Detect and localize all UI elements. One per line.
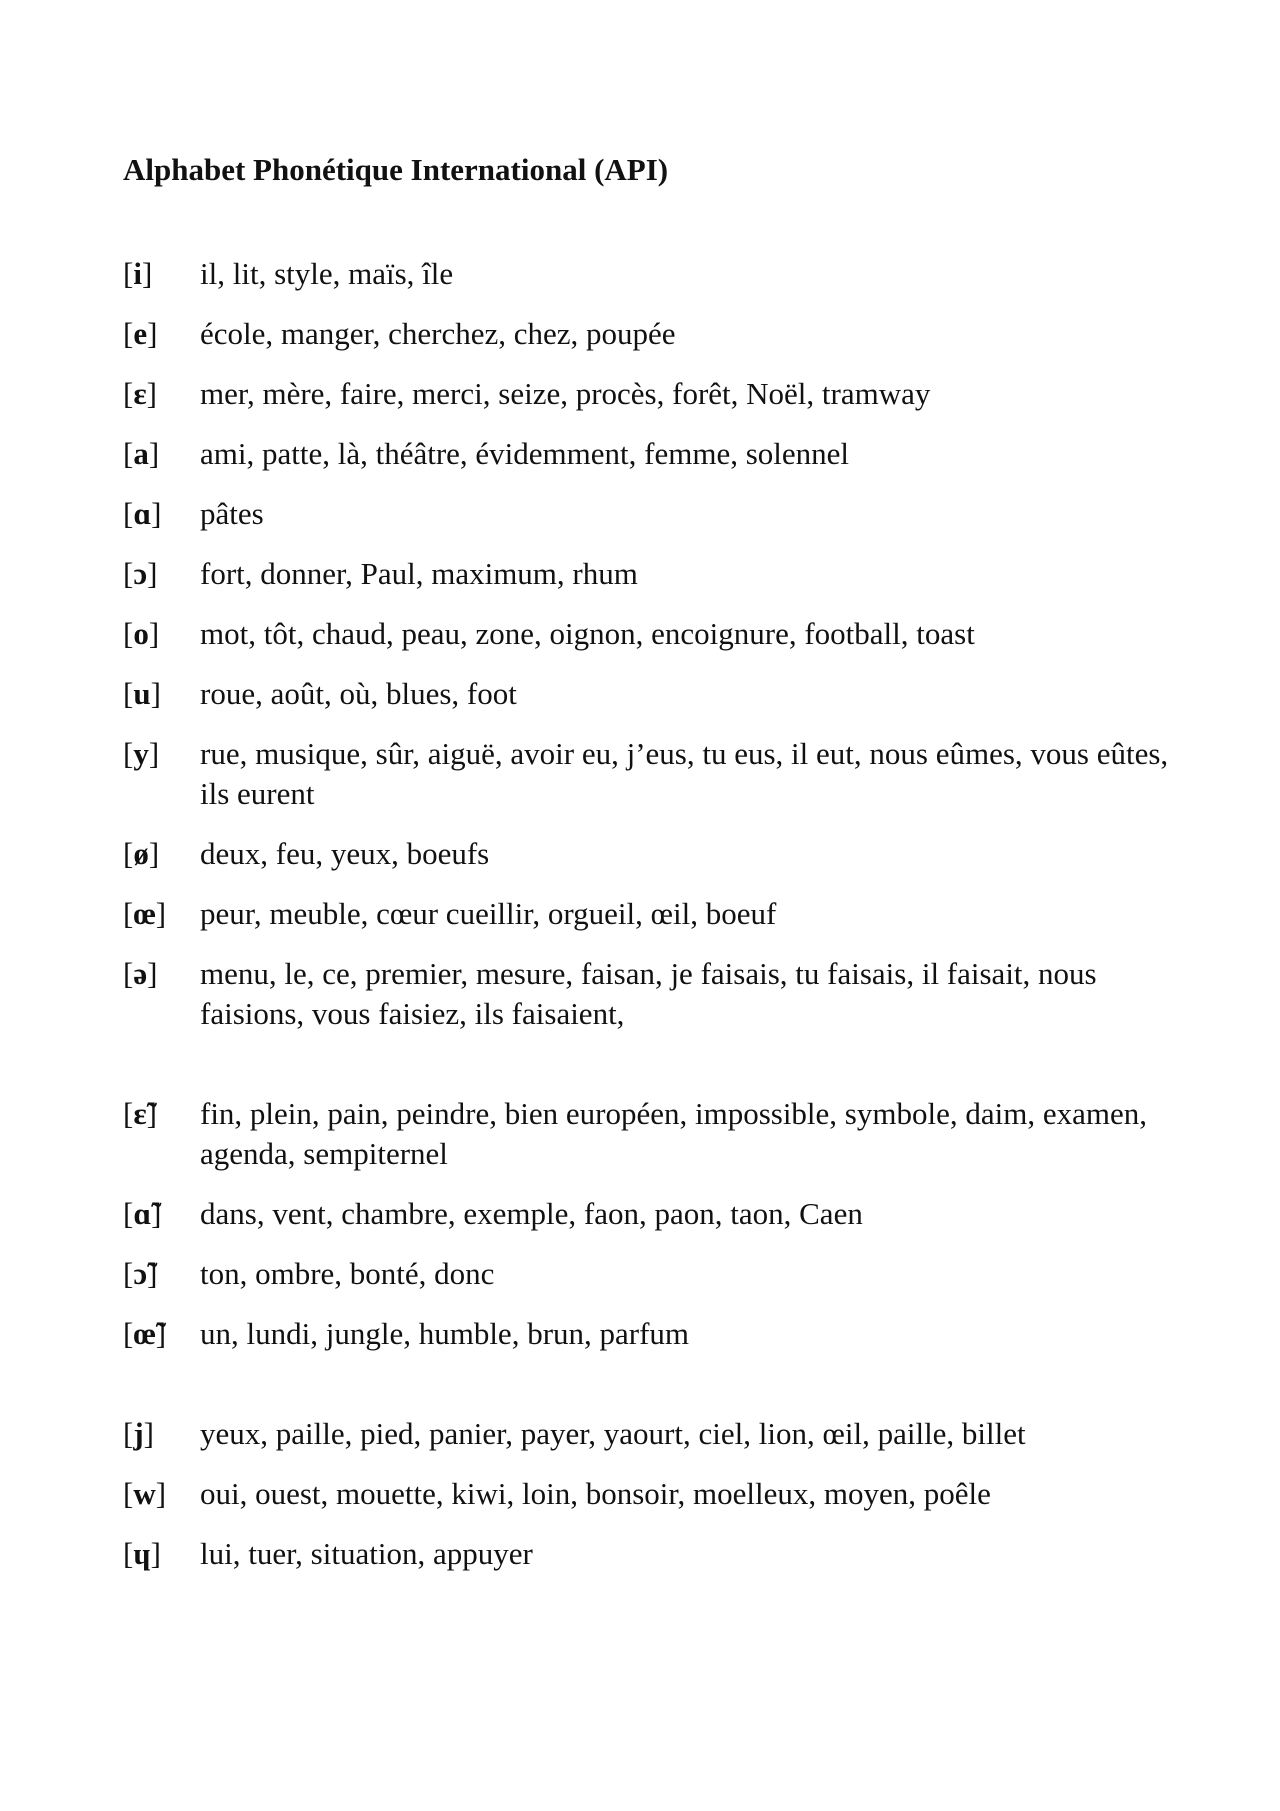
phoneme-symbol: [ɑ] <box>123 496 162 531</box>
example-words: rue, musique, sûr, aiguë, avoir eu, j’eus, tu eus, il eut, nous eûmes, vous eûtes, ils eurent <box>200 736 1169 811</box>
phoneme-symbol: [œ] <box>123 896 167 931</box>
example-words: yeux, paille, pied, panier, payer, yaourt, ciel, lion, œil, paille, billet <box>200 1416 1026 1451</box>
example-words: pâtes <box>200 496 264 531</box>
phoneme-entry-i <box>123 254 1183 294</box>
example-words: deux, feu, yeux, boeufs <box>200 836 490 871</box>
example-words: fin, plein, pain, peindre, bien européen, impossible, symbole, daim, examen, agenda, sempiternel <box>200 1096 1147 1171</box>
example-words: oui, ouest, mouette, kiwi, loin, bonsoir, moelleux, moyen, poêle <box>200 1476 991 1511</box>
phoneme-entry-schwa <box>123 954 1183 1034</box>
example-words: dans, vent, chambre, exemple, faon, paon, taon, Caen <box>200 1196 863 1231</box>
phoneme-symbol: [u] <box>123 676 161 711</box>
phoneme-symbol: [ə] <box>123 956 158 991</box>
phoneme-symbol: [ɥ] <box>123 1536 161 1571</box>
example-words: peur, meuble, cœur cueillir, orgueil, œil, boeuf <box>200 896 777 931</box>
phoneme-entry-e <box>123 314 1183 354</box>
phoneme-symbol: [ɛ] <box>123 376 157 411</box>
phoneme-entry-y <box>123 734 1183 814</box>
example-words: un, lundi, jungle, humble, brun, parfum <box>200 1316 690 1351</box>
phoneme-symbol: [j] <box>123 1416 154 1451</box>
phoneme-entry-turned-h <box>123 1534 1183 1574</box>
phoneme-symbol: [y] <box>123 736 160 771</box>
example-words: mer, mère, faire, merci, seize, procès, forêt, Noël, tramway <box>200 376 931 411</box>
example-words: mot, tôt, chaud, peau, zone, oignon, encoignure, football, toast <box>200 616 975 651</box>
example-words: menu, le, ce, premier, mesure, faisan, je faisais, tu faisais, il faisait, nous faisions, vous faisiez, ils faisaient, <box>200 956 1097 1031</box>
example-words: roue, août, où, blues, foot <box>200 676 517 711</box>
phoneme-symbol: [ɔ̃] <box>123 1256 158 1291</box>
phoneme-symbol: [i] <box>123 256 153 291</box>
document-page <box>123 150 1183 1594</box>
example-words: ami, patte, là, théâtre, évidemment, femme, solennel <box>200 436 850 471</box>
phoneme-entry-nasal-o <box>123 1254 1183 1294</box>
phoneme-entry-open-e <box>123 374 1183 414</box>
phoneme-symbol: [ɑ̃] <box>123 1196 162 1231</box>
example-words: école, manger, cherchez, chez, poupée <box>200 316 676 351</box>
phoneme-entry-nasal-a <box>123 1194 1183 1234</box>
phoneme-symbol: [ø] <box>123 836 160 871</box>
example-words: ton, ombre, bonté, donc <box>200 1256 495 1291</box>
phoneme-symbol: [o] <box>123 616 160 651</box>
phoneme-symbol: [ɔ] <box>123 556 158 591</box>
phoneme-entry-nasal-e <box>123 1094 1183 1174</box>
example-words: lui, tuer, situation, appuyer <box>200 1536 533 1571</box>
phoneme-symbol: [ɛ̃] <box>123 1096 157 1131</box>
phoneme-entry-open-o <box>123 554 1183 594</box>
phoneme-entry-slashed-o <box>123 834 1183 874</box>
phoneme-entry-w <box>123 1474 1183 1514</box>
phoneme-symbol: [œ̃] <box>123 1316 167 1351</box>
phoneme-entry-j <box>123 1414 1183 1454</box>
phoneme-entry-nasal-oe <box>123 1314 1183 1354</box>
phoneme-entry-u <box>123 674 1183 714</box>
example-words: il, lit, style, maïs, île <box>200 256 454 291</box>
phoneme-entry-oe <box>123 894 1183 934</box>
phoneme-symbol: [w] <box>123 1476 167 1511</box>
phoneme-symbol: [a] <box>123 436 160 471</box>
phoneme-symbol: [e] <box>123 316 158 351</box>
phoneme-entry-a <box>123 434 1183 474</box>
phoneme-entry-back-a <box>123 494 1183 534</box>
page-title: Alphabet Phonétique International (API) <box>123 152 669 187</box>
example-words: fort, donner, Paul, maximum, rhum <box>200 556 638 591</box>
phoneme-entry-o <box>123 614 1183 654</box>
